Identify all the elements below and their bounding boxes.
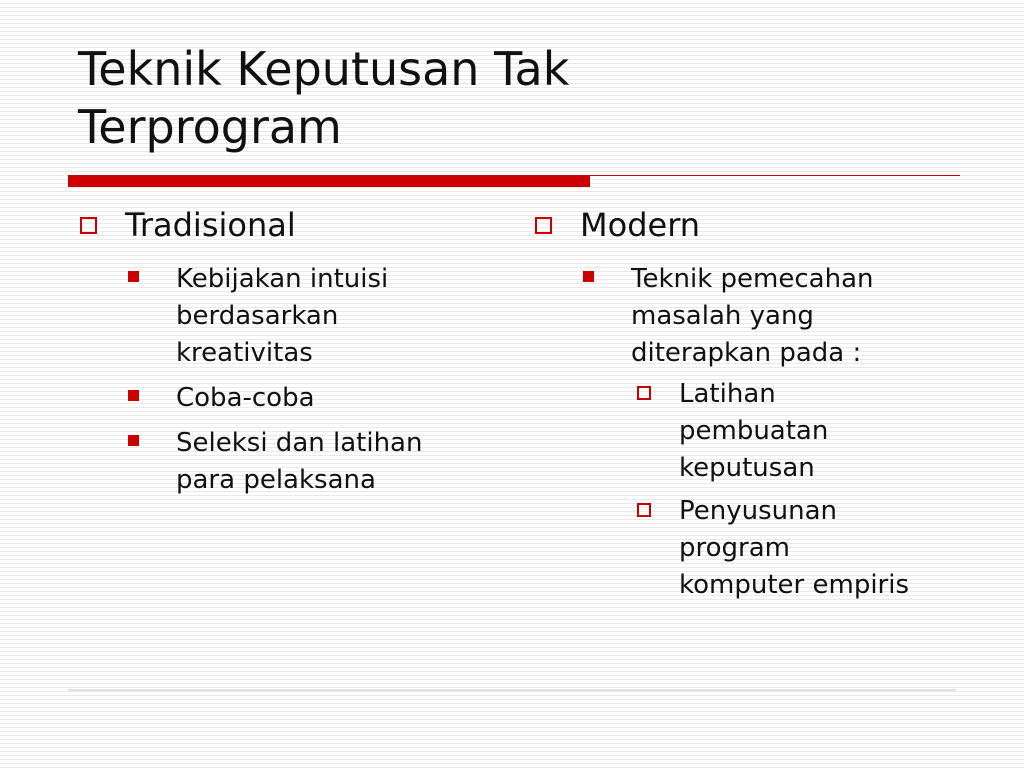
hollow-square-bullet-icon [80, 217, 97, 234]
list-item [583, 261, 955, 372]
filled-square-bullet-icon [583, 271, 594, 282]
filled-square-bullet-icon [128, 390, 139, 401]
line: keputusan [679, 453, 815, 483]
heading-tradisional: Tradisional [125, 206, 296, 244]
slide-title [78, 40, 958, 156]
title-line-1: Teknik Keputusan Tak [78, 42, 570, 96]
line: kreativitas [176, 338, 313, 368]
list-item-text [176, 380, 315, 417]
sub-list-item [637, 376, 955, 487]
line: komputer empiris [679, 570, 910, 600]
title-rule-thin [590, 175, 960, 176]
left-column [80, 205, 500, 499]
line: pembuatan [679, 416, 829, 446]
hollow-square-bullet-icon [535, 217, 552, 234]
line: berdasarkan [176, 301, 339, 331]
list-item-text [176, 425, 422, 499]
list-item [128, 425, 500, 499]
sub-list-item [637, 493, 955, 604]
line: Latihan [679, 379, 776, 409]
heading-modern: Modern [580, 206, 701, 244]
title-line-2: Terprogram [78, 100, 342, 154]
line: Penyusunan [679, 496, 838, 526]
filled-square-bullet-icon [128, 271, 139, 282]
filled-square-bullet-icon [128, 435, 139, 446]
line: program [679, 533, 790, 563]
right-column [535, 205, 955, 604]
line: masalah yang [631, 301, 814, 331]
list-item-text [176, 261, 388, 372]
bullet-tradisional [80, 205, 500, 245]
list-item [128, 261, 500, 372]
title-rule-thick [68, 175, 590, 187]
list-item [128, 380, 500, 417]
line: Coba-coba [176, 383, 315, 413]
bullet-modern [535, 205, 955, 245]
sub-list-item-text [679, 493, 909, 604]
list-item-text [631, 261, 873, 372]
line: Teknik pemecahan [631, 264, 874, 294]
line: Kebijakan intuisi [176, 264, 389, 294]
footer-divider [68, 689, 956, 691]
hollow-square-bullet-icon [637, 503, 651, 517]
line: para pelaksana [176, 465, 376, 495]
line: Seleksi dan latihan [176, 428, 423, 458]
hollow-square-bullet-icon [637, 386, 651, 400]
line: diterapkan pada : [631, 338, 862, 368]
sub-list-item-text [679, 376, 828, 487]
